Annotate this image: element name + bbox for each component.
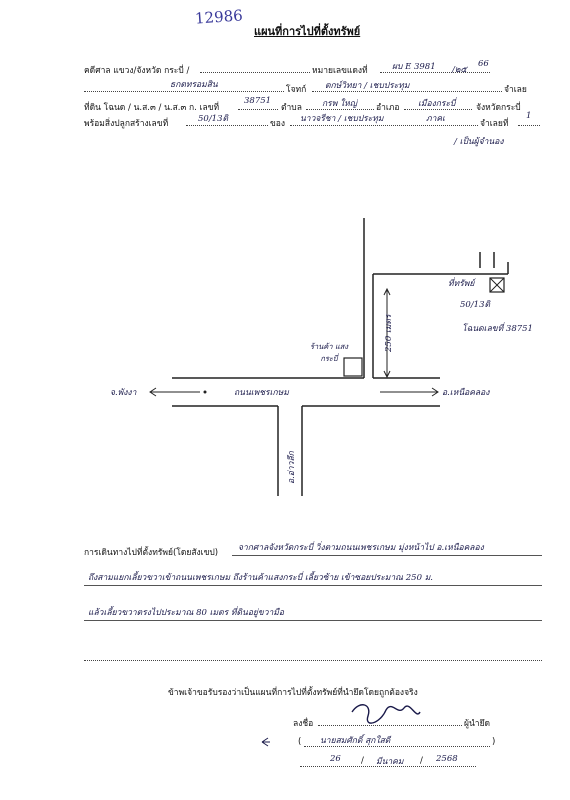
red-no-value: ผบ E 3981 [392,62,436,72]
red-no-label: หมายเลขแดงที่ [312,66,368,76]
province-label: จังหวัดกระบี่ [476,103,521,113]
land-no: 38751 [244,96,272,106]
directions-label: การเดินทางไปที่ตั้งทรัพย์(โดยสังเขป) [84,548,219,558]
plaintiff-label: โจทก์ [286,85,307,95]
building-no: 50/13ติ [198,114,229,124]
right-direction: อ.เหนือคลอง [442,388,490,398]
side-road-label: อ.อ่าวลึก [287,451,297,484]
main-road-label: ถนนเพชรเกษม [234,388,289,398]
page-title: แผนที่การไปที่ตั้งทรัพย์ [254,25,361,38]
subdistrict-label: ตำบล [281,103,302,113]
directions-line-1: จากศาลจังหวัดกระบี่ วิ่งตามถนนเพชรเกษม มุ่งหน้าไป อ.เหนือคลอง [238,543,484,553]
sign-label: ลงชื่อ [293,719,314,729]
owner-label: ของ [270,119,286,129]
defendant-label: จำเลย [504,85,527,95]
deed-label: โฉนดเลขที่ 38751 [462,324,533,334]
left-direction: จ.พังงา [110,388,137,398]
date-day: 26 [330,754,341,764]
date-month: มีนาคม [376,757,404,767]
red-no-year-sep: /๒๕ [452,65,467,75]
stamp-number: 12986 [194,6,244,28]
certification-statement: ข้าพเจ้าขอรับรองว่าเป็นแผนที่การไปที่ตั้งทรัพย์ที่นำยึดโดยถูกต้องจริง [168,688,418,698]
role-label: ผู้นำยึด [464,719,491,729]
owner-value: นาวจรีชา / เชบประทุม [300,114,384,124]
house-no: 50/13ติ [460,300,491,310]
mortgage-note: / เป็นผู้จำนอง [454,137,504,147]
land-label: ที่ดิน โฉนด / น.ส.๓ / น.ส.๓ ก. เลขที่ [84,103,220,113]
district-value: เมืองกระบี่ [418,99,456,109]
shop-label: ร้านค้า แสง กระบี่ [309,342,349,363]
owner-suffix: ภาคเ [426,114,445,124]
case-label: คดีศาล แขวง/จังหวัด กระบี่ / [84,66,190,76]
building-label: พร้อมสิ่งปลูกสร้างเลขที่ [84,119,169,129]
subdistrict-value: กรพ ใหญ่ [322,99,358,109]
defendant-no-value: 1 [526,111,532,121]
directions-line-2: ถึงสามแยกเลี้ยวขวาเข้าถนนเพชรเกษม ถึงร้านค้าแสงกระบี่ เลี้ยวซ้าย เข้าซอยประมาณ 250 ม. [88,573,434,583]
property-label: ที่ทรัพย์ [448,279,475,289]
distance-label: 250 เมตร [384,314,394,352]
defendant-value: ตกษ์วิทยา / เชบประทุม [325,81,410,91]
signer-name: นายสมศักดิ์ สุกใสดี [320,736,391,746]
district-label: อำเภอ [376,103,400,113]
red-no-year: 66 [478,59,489,69]
directions-line-3: แล้วเลี้ยวขวาตรงไปประมาณ 80 เมตร ที่ดินอยู่ขวามือ [88,608,284,618]
defendant-no-label: จำเลยที่ [480,119,509,129]
date-year: 2568 [436,754,458,764]
plaintiff-value: ธกตทรอมสิน [170,80,218,90]
